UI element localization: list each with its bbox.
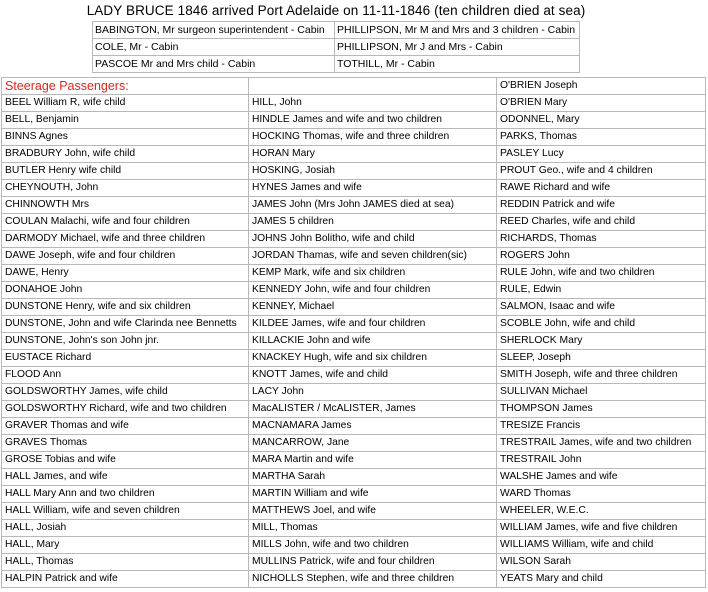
steerage-passenger-cell: DONAHOE John	[2, 282, 249, 299]
cabin-passenger-cell: PHILLIPSON, Mr M and Mrs and 3 children - Cabin	[335, 22, 580, 39]
steerage-passenger-cell: ROGERS John	[497, 248, 706, 265]
steerage-passenger-cell: COULAN Malachi, wife and four children	[2, 214, 249, 231]
steerage-row	[2, 282, 706, 299]
steerage-passenger-cell: RULE John, wife and two children	[497, 265, 706, 282]
steerage-passenger-cell: DAWE, Henry	[2, 265, 249, 282]
steerage-passenger-cell: ODONNEL, Mary	[497, 112, 706, 129]
steerage-passenger-cell: NICHOLLS Stephen, wife and three children	[249, 571, 497, 588]
cabin-passenger-cell: TOTHILL, Mr - Cabin	[335, 56, 580, 73]
steerage-passenger-cell: HALL, Josiah	[2, 520, 249, 537]
steerage-passenger-cell: GOLDSWORTHY James, wife child	[2, 384, 249, 401]
cabin-row	[93, 39, 580, 56]
steerage-passenger-cell: KILLACKIE John and wife	[249, 333, 497, 350]
steerage-passenger-cell: MARTIN William and wife	[249, 486, 497, 503]
cabin-passengers-table	[92, 21, 580, 73]
steerage-passenger-cell: KENNEDY John, wife and four children	[249, 282, 497, 299]
steerage-row	[2, 486, 706, 503]
steerage-passenger-cell: HYNES James and wife	[249, 180, 497, 197]
steerage-row	[2, 350, 706, 367]
steerage-passenger-cell: MILLS John, wife and two children	[249, 537, 497, 554]
steerage-passenger-cell: GRAVES Thomas	[2, 435, 249, 452]
cabin-passenger-cell: PHILLIPSON, Mr J and Mrs - Cabin	[335, 39, 580, 56]
steerage-passenger-cell: SLEEP, Joseph	[497, 350, 706, 367]
steerage-passenger-cell: HALL James, and wife	[2, 469, 249, 486]
steerage-passenger-cell: TRESTRAIL James, wife and two children	[497, 435, 706, 452]
steerage-row	[2, 316, 706, 333]
steerage-passenger-cell: LACY John	[249, 384, 497, 401]
steerage-passenger-cell: BRADBURY John, wife child	[2, 146, 249, 163]
steerage-passenger-cell: PASLEY Lucy	[497, 146, 706, 163]
steerage-passenger-cell: DAWE Joseph, wife and four children	[2, 248, 249, 265]
steerage-passenger-cell: HALL, Thomas	[2, 554, 249, 571]
steerage-passenger-cell: HALL Mary Ann and two children	[2, 486, 249, 503]
steerage-passenger-cell: RAWE Richard and wife	[497, 180, 706, 197]
steerage-passenger-cell: BUTLER Henry wife child	[2, 163, 249, 180]
steerage-passenger-cell: DUNSTONE, John's son John jnr.	[2, 333, 249, 350]
steerage-row	[2, 265, 706, 282]
steerage-row	[2, 231, 706, 248]
steerage-passenger-cell: BEEL William R, wife child	[2, 95, 249, 112]
steerage-passenger-cell: JOHNS John Bolitho, wife and child	[249, 231, 497, 248]
steerage-passengers-table	[1, 77, 706, 588]
steerage-passenger-cell: DUNSTONE Henry, wife and six children	[2, 299, 249, 316]
steerage-passenger-cell: JAMES John (Mrs John JAMES died at sea)	[249, 197, 497, 214]
cabin-passenger-cell: PASCOE Mr and Mrs child - Cabin	[93, 56, 335, 73]
steerage-passenger-cell: CHEYNOUTH, John	[2, 180, 249, 197]
steerage-row	[2, 163, 706, 180]
steerage-passenger-cell: GROSE Tobias and wife	[2, 452, 249, 469]
steerage-row	[2, 401, 706, 418]
steerage-passenger-cell: TRESTRAIL John	[497, 452, 706, 469]
steerage-row	[2, 435, 706, 452]
steerage-passenger-cell: MARA Martin and wife	[249, 452, 497, 469]
steerage-passenger-cell: HINDLE James and wife and two children	[249, 112, 497, 129]
steerage-row	[2, 333, 706, 350]
steerage-row	[2, 180, 706, 197]
steerage-passenger-cell: SALMON, Isaac and wife	[497, 299, 706, 316]
steerage-row	[2, 452, 706, 469]
steerage-row	[2, 214, 706, 231]
steerage-passenger-cell: WALSHE James and wife	[497, 469, 706, 486]
steerage-passenger-cell: REDDIN Patrick and wife	[497, 197, 706, 214]
steerage-row	[2, 469, 706, 486]
steerage-passenger-cell: JORDAN Thamas, wife and seven children(sic)	[249, 248, 497, 265]
steerage-passenger-cell: HALPIN Patrick and wife	[2, 571, 249, 588]
steerage-header-cell	[249, 78, 497, 95]
cabin-passenger-cell: COLE, Mr - Cabin	[93, 39, 335, 56]
steerage-row	[2, 537, 706, 554]
steerage-passenger-cell: BELL, Benjamin	[2, 112, 249, 129]
steerage-passenger-cell: MULLINS Patrick, wife and four children	[249, 554, 497, 571]
steerage-passenger-cell: KENNEY, Michael	[249, 299, 497, 316]
steerage-row	[2, 367, 706, 384]
steerage-passenger-cell: WILSON Sarah	[497, 554, 706, 571]
steerage-passenger-cell: SULLIVAN Michael	[497, 384, 706, 401]
steerage-passenger-cell: KILDEE James, wife and four children	[249, 316, 497, 333]
steerage-row	[2, 95, 706, 112]
cabin-table-body	[93, 22, 580, 73]
steerage-passenger-cell: DUNSTONE, John and wife Clarinda nee Bennetts	[2, 316, 249, 333]
steerage-passenger-cell: HALL, Mary	[2, 537, 249, 554]
steerage-passenger-cell: HALL William, wife and seven children	[2, 503, 249, 520]
steerage-passenger-cell: HORAN Mary	[249, 146, 497, 163]
steerage-passenger-cell: GOLDSWORTHY Richard, wife and two children	[2, 401, 249, 418]
steerage-passenger-cell: SMITH Joseph, wife and three children	[497, 367, 706, 384]
steerage-passenger-cell: REED Charles, wife and child	[497, 214, 706, 231]
steerage-passenger-cell: O'BRIEN Mary	[497, 95, 706, 112]
steerage-passenger-cell: KEMP Mark, wife and six children	[249, 265, 497, 282]
steerage-passenger-cell: TRESIZE Francis	[497, 418, 706, 435]
steerage-row	[2, 554, 706, 571]
steerage-passenger-cell: BINNS Agnes	[2, 129, 249, 146]
steerage-passenger-cell: MANCARROW, Jane	[249, 435, 497, 452]
steerage-passenger-cell: HILL, John	[249, 95, 497, 112]
steerage-passenger-cell: MacALISTER / McALISTER, James	[249, 401, 497, 418]
steerage-table-body	[2, 78, 706, 588]
steerage-passenger-cell: WARD Thomas	[497, 486, 706, 503]
steerage-passenger-cell: MARTHA Sarah	[249, 469, 497, 486]
steerage-passenger-cell: WILLIAMS William, wife and child	[497, 537, 706, 554]
steerage-row	[2, 571, 706, 588]
cabin-row	[93, 56, 580, 73]
steerage-passenger-cell: DARMODY Michael, wife and three children	[2, 231, 249, 248]
steerage-passenger-cell: HOCKING Thomas, wife and three children	[249, 129, 497, 146]
steerage-passenger-cell: KNOTT James, wife and child	[249, 367, 497, 384]
cabin-row	[93, 22, 580, 39]
steerage-passenger-cell: GRAVER Thomas and wife	[2, 418, 249, 435]
steerage-row	[2, 129, 706, 146]
steerage-passenger-cell: WILLIAM James, wife and five children	[497, 520, 706, 537]
page-title: LADY BRUCE 1846 arrived Port Adelaide on 11-11-1846 (ten children died at sea)	[86, 3, 586, 18]
steerage-heading: Steerage Passengers:	[2, 78, 249, 95]
steerage-row	[2, 418, 706, 435]
steerage-passenger-cell: PROUT Geo., wife and 4 children	[497, 163, 706, 180]
steerage-row	[2, 197, 706, 214]
steerage-passenger-cell: JAMES 5 children	[249, 214, 497, 231]
steerage-row	[2, 503, 706, 520]
steerage-passenger-cell: FLOOD Ann	[2, 367, 249, 384]
steerage-passenger-cell: YEATS Mary and child	[497, 571, 706, 588]
steerage-passenger-cell: WHEELER, W.E.C.	[497, 503, 706, 520]
steerage-passenger-cell: MACNAMARA James	[249, 418, 497, 435]
steerage-row	[2, 146, 706, 163]
steerage-header-cell: O'BRIEN Joseph	[497, 78, 706, 95]
steerage-passenger-cell: SHERLOCK Mary	[497, 333, 706, 350]
steerage-passenger-cell: CHINNOWTH Mrs	[2, 197, 249, 214]
steerage-row	[2, 299, 706, 316]
steerage-passenger-cell: RULE, Edwin	[497, 282, 706, 299]
steerage-row	[2, 248, 706, 265]
steerage-row	[2, 112, 706, 129]
steerage-passenger-cell: SCOBLE John, wife and child	[497, 316, 706, 333]
steerage-header-row	[2, 78, 706, 95]
steerage-passenger-cell: RICHARDS, Thomas	[497, 231, 706, 248]
cabin-passenger-cell: BABINGTON, Mr surgeon superintendent - Cabin	[93, 22, 335, 39]
steerage-passenger-cell: EUSTACE Richard	[2, 350, 249, 367]
steerage-row	[2, 520, 706, 537]
steerage-row	[2, 384, 706, 401]
steerage-passenger-cell: MATTHEWS Joel, and wife	[249, 503, 497, 520]
steerage-passenger-cell: KNACKEY Hugh, wife and six children	[249, 350, 497, 367]
steerage-passenger-cell: HOSKING, Josiah	[249, 163, 497, 180]
steerage-passenger-cell: THOMPSON James	[497, 401, 706, 418]
steerage-passenger-cell: MILL, Thomas	[249, 520, 497, 537]
steerage-passenger-cell: PARKS, Thomas	[497, 129, 706, 146]
